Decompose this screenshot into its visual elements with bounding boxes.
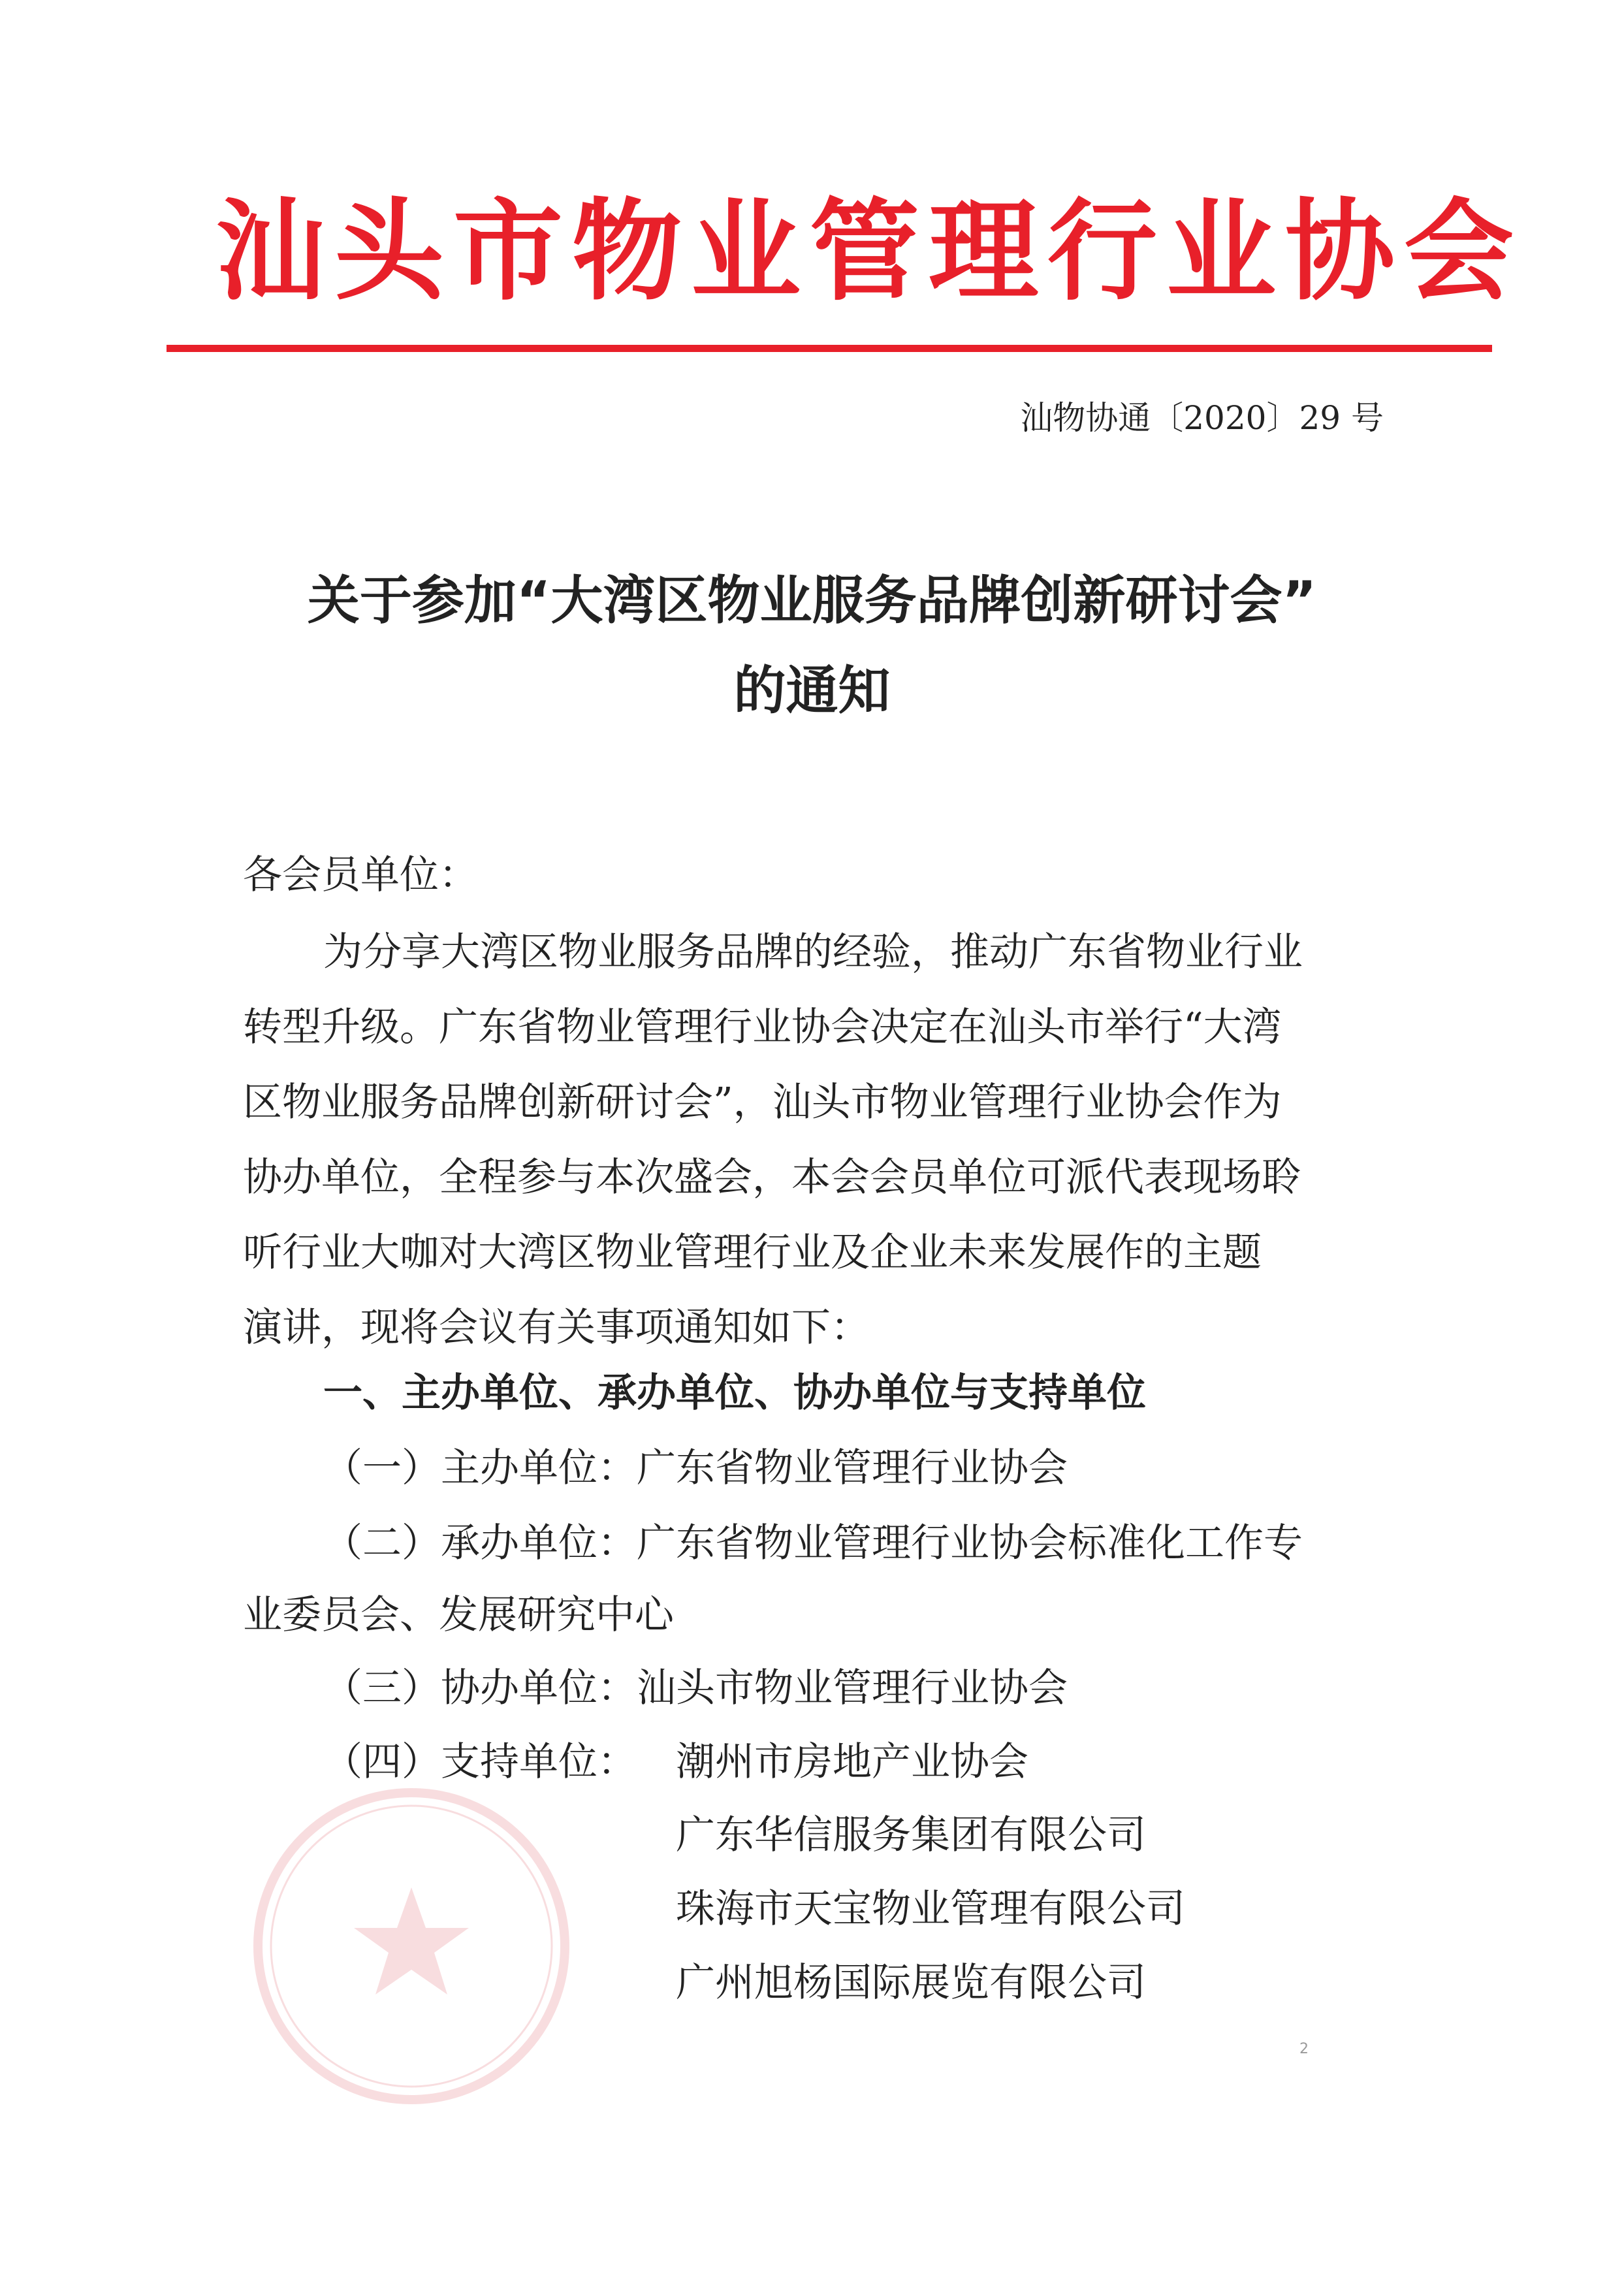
header-red-rule bbox=[167, 345, 1492, 352]
organizer-item-continued: 业委员会、发展研究中心 bbox=[243, 1592, 674, 1638]
paragraph-line: 听行业大咖对大湾区物业管理行业及企业未来发展作的主题 bbox=[243, 1230, 1262, 1275]
paragraph-line: 协办单位，全程参与本次盛会，本会会员单位可派代表现场聆 bbox=[243, 1155, 1301, 1200]
paragraph-line: 演讲，现将会议有关事项通知如下： bbox=[243, 1305, 870, 1351]
supporter-item: 珠海市天宝物业管理有限公司 bbox=[676, 1886, 1185, 1932]
page-number: 2 bbox=[1299, 2041, 1309, 2057]
official-seal-stamp bbox=[242, 1776, 581, 2116]
notice-title-line-2: 的通知 bbox=[733, 660, 891, 721]
supporter-item: 广州旭杨国际展览有限公司 bbox=[676, 1960, 1146, 2006]
document-number: 汕物协通〔2020〕29 号 bbox=[1020, 399, 1384, 437]
organizer-item: （二）承办单位：广东省物业管理行业协会标准化工作专 bbox=[323, 1520, 1303, 1566]
salutation: 各会员单位： bbox=[243, 852, 478, 898]
paragraph-line: 转型升级。广东省物业管理行业协会决定在汕头市举行“大湾 bbox=[243, 1004, 1282, 1050]
co-organizer-item: （三）协办单位：汕头市物业管理行业协会 bbox=[323, 1665, 1068, 1711]
supporter-item: 广东华信服务集团有限公司 bbox=[676, 1812, 1146, 1858]
organization-header-title: 汕头市物业管理行业协会 bbox=[215, 186, 1523, 315]
host-item: （一）主办单位：广东省物业管理行业协会 bbox=[323, 1445, 1068, 1491]
paragraph-line: 为分享大湾区物业服务品牌的经验，推动广东省物业行业 bbox=[323, 929, 1303, 975]
supporters-label: （四）支持单位： bbox=[323, 1739, 637, 1785]
notice-title-line-1: 关于参加“大湾区物业服务品牌创新研讨会” bbox=[307, 570, 1317, 631]
supporter-item: 潮州市房地产业协会 bbox=[676, 1739, 1028, 1785]
section-heading: 一、主办单位、承办单位、协办单位与支持单位 bbox=[323, 1370, 1146, 1416]
paragraph-line: 区物业服务品牌创新研讨会”，汕头市物业管理行业协会作为 bbox=[243, 1080, 1282, 1125]
